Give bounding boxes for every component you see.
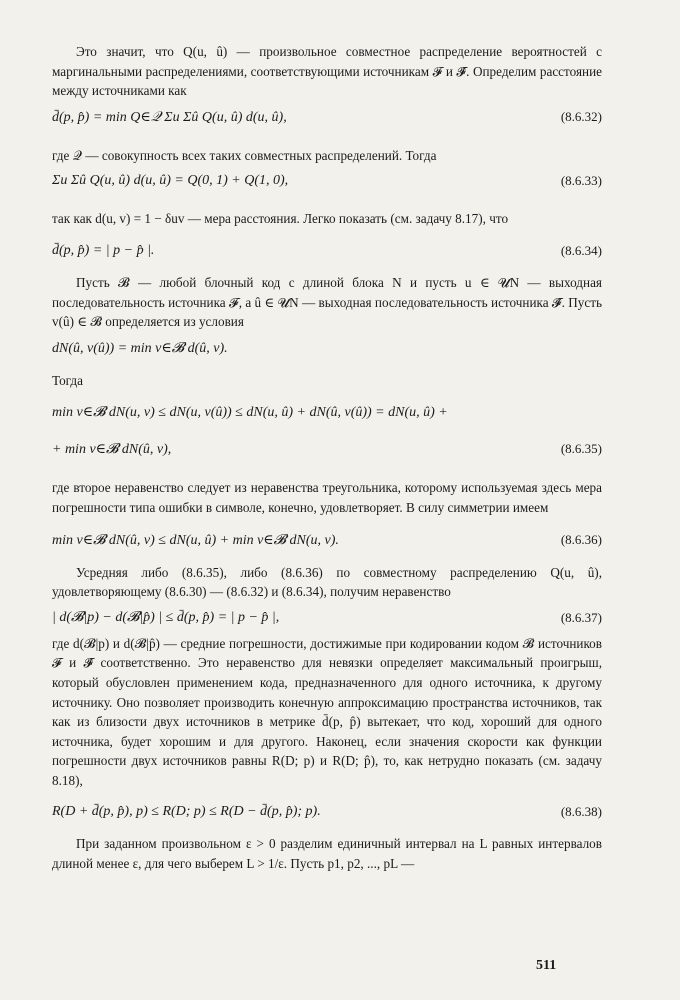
paragraph: Усредняя либо (8.6.35), либо (8.6.36) по совместному распределению Q(u, û), удовлетворяющему (8.6.30) — (8.6.32) и (8.6.34), получим неравенство (52, 564, 602, 600)
page-body (52, 42, 602, 874)
equation-body: d̄(p, p̂) = min Q∈𝒬 Σu Σû Q(u, û) d(u, û), (52, 109, 287, 125)
equation-number: (8.6.34) (560, 242, 602, 258)
paragraph: где 𝒬 — совокупность всех таких совместных распределений. Тогда (52, 147, 437, 163)
page-number: 511 (536, 958, 557, 973)
equation-number: (8.6.32) (560, 108, 602, 124)
equation-number: (8.6.33) (560, 173, 602, 189)
paragraph: где d(𝓑|p) и d(𝓑|p̂) — средние погрешности, достижимые при кодировании кодом 𝓑 источников 𝓕 и 𝓕̂ соответственно. Это неравенство для невязки определяет максимальный проигрыш, который обусловлен применением кода, предназначенного для одного источника, к другому источнику. Оно позволяет производить конечную аппроксимацию пространства источников, так как из близости двух источников в метрике d̄(p, p̂) вытекает, что код, хороший для одного источника, будет хорошим и для другого. Наконец, если значения скорости как функции погрешности двух источников равны R(D; p) и R(D; p̂), то, как нетрудно показать (см. задачу 8.18), (52, 635, 602, 788)
paragraph: Тогда (52, 372, 83, 388)
equation-8-6-34 (52, 243, 602, 259)
paragraph: где второе неравенство следует из неравенства треугольника, которому используемая здесь мера погрешности типа ошибки в символе, конечно, удовлетворяет. В силу симметрии имеем (52, 480, 602, 515)
equation-number: (8.6.35) (560, 441, 602, 457)
equation-body: d̄(p, p̂) = | p − p̂ |. (52, 242, 155, 258)
equation-body: min v∈𝓑 dN(û, v) ≤ dN(u, û) + min v∈𝓑 dN(u, v). (52, 532, 339, 548)
paragraph: Пусть 𝓑 — любой блочный код с длиной блока N и пусть u ∈ 𝓤N — выходная последовательность источника 𝓕, а û ∈ 𝓤N — выходная последовательность источника 𝓕̂. Пусть v(û) ∈ 𝓑 определяется из условия (52, 274, 602, 330)
equation-8-6-38 (52, 804, 602, 820)
equation-8-6-35-line1 (52, 404, 602, 421)
equation-body: + min v∈𝓑 dN(û, v), (52, 442, 172, 458)
equation-number: (8.6.38) (560, 804, 602, 820)
equation-body: | d(𝓑|p) − d(𝓑|p̂) | ≤ d̄(p, p̂) = | p − p̂ |, (52, 609, 280, 625)
equation-body: dN(û, v(û)) = min v∈𝓑 d(û, v). (52, 340, 228, 356)
paragraph: При заданном произвольном ε > 0 разделим единичный интервал на L равных интервалов длиной менее ε, для чего выберем L > 1/ε. Пусть p1, p2, ..., pL — (52, 836, 602, 872)
equation-number: (8.6.36) (560, 531, 602, 547)
equation-number: (8.6.37) (560, 609, 602, 625)
equation-body: R(D + d̄(p, p̂), p) ≤ R(D; p) ≤ R(D − d̄(p, p̂); p). (52, 804, 321, 820)
equation-8-6-37 (52, 610, 602, 626)
paragraph: Это значит, что Q(u, û) — произвольное совместное распределение вероятностей с маргинальными распределениями, соответствующими источникам 𝓕 и 𝓕̂. Определим расстояние между источниками как (52, 44, 602, 99)
equation-8-6-35-line2 (52, 441, 602, 458)
equation-body: Σu Σû Q(u, û) d(u, û) = Q(0, 1) + Q(1, 0), (52, 173, 289, 189)
equation-8-6-36 (52, 532, 602, 549)
paragraph: так как d(u, v) = 1 − δuv — мера расстояния. Легко показать (см. задачу 8.17), что (52, 211, 509, 227)
equation-8-6-32 (52, 109, 602, 126)
equation-v-selection (52, 340, 602, 357)
equation-body: min v∈𝓑 dN(u, v) ≤ dN(u, v(û)) ≤ dN(u, û) + dN(û, v(û)) = dN(u, û) + (52, 405, 448, 421)
equation-8-6-33 (52, 173, 602, 189)
